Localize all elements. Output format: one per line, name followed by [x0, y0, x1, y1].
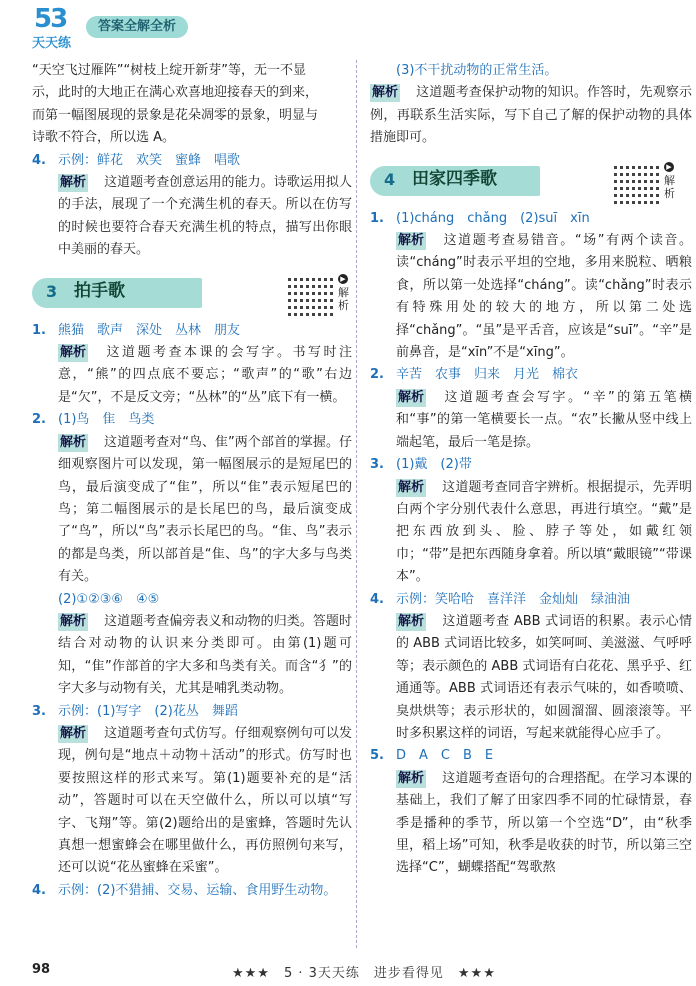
intro-line: 示，此时的大地正在满心欢喜地迎接春天的到来， [32, 85, 319, 101]
section-title: 拍手歌 [74, 280, 125, 301]
question-item: 3. 示例：(1)写字 (2)花丛 舞蹈 解析 这道题考查句式仿写。仔细观察例句可以发现，例句是“地点＋动物＋活动”的形式。仿写时也要按照这样的形式来写。第(1)题要补充的是“活动”，答题时可以在天空做什么，所以可以填“写字、飞翔”等。第(2)题给出的是蜜蜂，答题时先认真想一想蜜蜂会在哪里做什么，再仿照例句来写，还可以说“花丛蜜蜂在采蜜”。 [32, 701, 352, 880]
question-item: 2. 辛苦 农事 归来 月光 棉衣 解析 这道题考查会写字。“辛”的第五笔横和“事”的第一笔横要长一点。“农”长撇从竖中线上端起笔，最后一笔是捺。 [370, 364, 692, 454]
question-item: 1. (1)cháng chǎng (2)suī xīn 解析 这道题考查易错音。“场”有两个读音。读“cháng”时表示平坦的空地，多用来脱粒、晒粮食，所以第一处选择“cháng”。读“chǎng”时表示有特殊用处的较大的地方，所以第二处选择“chǎng”。“虽”是平舌音，应该是“suī”。“辛”是前鼻音，是“xīn”不是“xīng”。 [370, 208, 692, 365]
answer-text: (1)cháng chǎng (2)suī xīn [396, 210, 590, 226]
column-divider [356, 60, 357, 948]
qr-label: 解析 [338, 285, 349, 312]
section-title: 田家四季歌 [412, 168, 497, 189]
explanation: 解析 这道题考查创意运用的能力。诗歌运用拟人的手法，展现了一个充满生机的春天。所以在仿写的时候也要符合春天充满生机的特点，描写出你眼中美丽的春天。 [58, 175, 352, 258]
explanation: 解析 这道题考查保护动物的知识。作答时，先观察示例，再联系生活实际，写下自己了解的保护动物的具体措施即可。 [370, 85, 692, 146]
explanation-tag: 解析 [60, 345, 87, 361]
right-column [370, 60, 692, 880]
question-item [370, 60, 692, 82]
page-footer [0, 958, 696, 986]
question-item: 4. 示例：鲜花 欢笑 蜜蜂 唱歌 解析 这道题考查创意运用的能力。诗歌运用拟人的手法，展现了一个充满生机的春天。所以在仿写的时候也要符合春天充满生机的特点，描写出你眼中美丽的春天。 [32, 150, 352, 262]
section-heading [370, 160, 692, 200]
footer-slogan: ★★★ 5 · 3天天练 进步看得见 ★★★ [232, 966, 496, 981]
answer-text: 示例：笑哈哈 喜洋洋 金灿灿 绿油油 [396, 591, 631, 607]
intro-line: “天空飞过雁阵”“树枝上绽开新芽”等，无一不显 [32, 63, 306, 78]
explanation: 解析 这道题考查本课的会写字。书写时注意，“熊”的四点底不要忘；“歌声”的“歌”右边是“欠”，不是反文旁；“丛林”的“丛”底下有一横。 [58, 345, 352, 405]
explanation-tag: 解析 [60, 434, 87, 450]
section-heading [32, 272, 352, 312]
intro-line: 诗歌不符合，所以选 A。 [32, 130, 176, 146]
explanation: 解析 这道题考查同音字辨析。根据提示，先弄明白两个字分别代表什么意思，再进行填空。“戴”是把东西放到头、脸、脖子等处，如戴红领巾；“带”是把东西随身拿着。所以填“戴眼镜”“带课本”。 [396, 479, 692, 585]
explanation: 解析 这道题考查句式仿写。仔细观察例句可以发现，例句是“地点＋动物＋活动”的形式。仿写时也要按照这样的形式来写。第(1)题要补充的是“活动”，答题时可以在天空做什么，所以可以填“写字、飞翔”等。第(2)题给出的是蜜蜂，答题时先认真想一想蜜蜂会在哪里做什么，再仿照例句来写，还可以说“花丛蜜蜂在采蜜”。 [58, 725, 352, 876]
qr-code-icon[interactable] [614, 162, 660, 208]
answer-text: (1)鸟 隹 鸟类 [58, 412, 155, 428]
question-item: 1. 熊猫 歌声 深处 丛林 朋友 解析 这道题考查本课的会写字。书写时注意，“熊”的四点底不要忘；“歌声”的“歌”右边是“欠”，不是反文旁；“丛林”的“丛”底下有一横。 [32, 320, 352, 410]
question-item: 3. (1)戴 (2)带 解析 这道题考查同音字辨析。根据提示，先弄明白两个字分别代表什么意思，再进行填空。“戴”是把东西放到头、脸、脖子等处，如戴红领巾；“带”是把东西随身拿着。所以填“戴眼镜”“带课本”。 [370, 454, 692, 588]
answer-text: 示例：(1)写字 (2)花丛 舞蹈 [58, 703, 238, 719]
qr-code-icon[interactable] [288, 274, 334, 320]
question-item: 5. D A C B E 解析 这道题考查语句的合理搭配。在学习本课的基础上，我们了解了田家四季不同的忙碌情景，春季是播种的季节，所以第一个空选“D”，由“秋季里，稻上场”可知，秋季是收获的时节，所以第三空选择“C”，蝴蝶搭配“驾歌熬 [370, 745, 692, 879]
answer-text: 示例：鲜花 欢笑 蜜蜂 唱歌 [58, 152, 241, 168]
question-item: 2. (1)鸟 隹 鸟类 解析 这道题考查对“鸟、隹”两个部首的掌握。仔细观察图片可以发现，第一幅图展示的是短尾巴的鸟，最后演变成了“隹”，所以“隹”表示短尾巴的鸟；第二幅图展示的是长尾巴的鸟，最后演变成了“鸟”，所以“鸟”表示长尾巴的鸟。“隹、鸟”表示的都是鸟类，所以部首是“隹、鸟”的字大多与鸟类有关。 (2)①②③⑥ ④⑤ 解析 这道题考查偏旁表义和动物的归类。答题时结合对动物的认识来分类即可。由第(1)题可知，“隹”作部首的字大多和鸟类有关。而含“犭”的字大多与动物有关，尤其是哺乳类动物。 [32, 409, 352, 700]
explanation: 解析 这道题考查语句的合理搭配。在学习本课的基础上，我们了解了田家四季不同的忙碌情景，春季是播种的季节，所以第一个空选“D”，由“秋季里，稻上场”可知，秋季是收获的时节，所以第三空选择“C”，蝴蝶搭配“驾歌熬 [396, 770, 692, 876]
page-number: 98 [32, 962, 51, 977]
explanation-tag: 解析 [372, 85, 399, 101]
page-header [0, 0, 696, 52]
section-number: 4 [384, 169, 396, 189]
qr-label: 解析 [664, 173, 675, 200]
header-label: 答案全解全析 [86, 16, 188, 38]
section-number: 3 [46, 281, 58, 301]
answer-text: 熊猫 歌声 深处 丛林 朋友 [58, 322, 241, 338]
answer-text: (1)戴 (2)带 [396, 457, 472, 473]
explanation-tag: 解析 [398, 479, 425, 495]
answer-text: D A C B E [396, 748, 494, 764]
explanation-tag: 解析 [60, 613, 87, 629]
explanation-tag: 解析 [398, 233, 425, 249]
explanation: 解析 这道题考查偏旁表义和动物的归类。答题时结合对动物的认识来分类即可。由第(1)题可知，“隹”作部首的字大多和鸟类有关。而含“犭”的字大多与动物有关，尤其是哺乳类动物。 [58, 613, 352, 697]
explanation-tag: 解析 [398, 389, 425, 405]
explanation: 解析 这道题考查对“鸟、隹”两个部首的掌握。仔细观察图片可以发现，第一幅图展示的是短尾巴的鸟，最后演变成了“隹”，所以“隹”表示短尾巴的鸟；第二幅图展示的是长尾巴的鸟，最后演变成了“鸟”，所以“鸟”表示长尾巴的鸟。“隹、鸟”表示的都是鸟类，所以部首是“隹、鸟”的字大多与鸟类有关。 [58, 434, 352, 585]
question-item: 4. 示例：(2)不猎捕、交易、运输、食用野生动物。 [32, 880, 352, 902]
explanation-tag: 解析 [398, 613, 425, 629]
explanation-tag: 解析 [60, 175, 87, 191]
explanation: 解析 这道题考查 ABB 式词语的积累。表示心情的 ABB 式词语比较多，如笑呵呵、美滋滋、气呼呼等；表示颜色的 ABB 式词语有白花花、黑乎乎、红通通等。ABB 式词语还有表示气味的，如香喷喷、臭烘烘等；表示形状的，如圆溜溜、圆滚滚等。平时多积累这样的词语，写起来就能得心应手了。 [396, 613, 692, 741]
intro-line: 而第一幅图展现的景象是花朵凋零的景象，明显与 [32, 107, 319, 123]
answer-text: (3)不干扰动物的正常生活。 [396, 63, 558, 78]
left-column [32, 60, 352, 902]
answer-text: 示例：(2)不猎捕、交易、运输、食用野生动物。 [58, 882, 337, 898]
play-icon[interactable]: ▶ [664, 162, 674, 172]
play-icon[interactable]: ▶ [338, 274, 348, 284]
answer-text: (2)①②③⑥ ④⑤ [58, 591, 160, 607]
explanation: 解析 这道题考查易错音。“场”有两个读音。读“cháng”时表示平坦的空地，多用来脱粒、晒粮食，所以第一处选择“cháng”。读“chǎng”时表示有特殊用处的较大的地方，所以第二处选择“chǎng”。“虽”是平舌音，应该是“suī”。“辛”是前鼻音，是“xīn”不是“xīng”。 [396, 233, 692, 361]
brand-logo: 53 天天练 [32, 4, 72, 51]
question-item: 4. 示例：笑哈哈 喜洋洋 金灿灿 绿油油 解析 这道题考查 ABB 式词语的积累。表示心情的 ABB 式词语比较多，如笑呵呵、美滋滋、气呼呼等；表示颜色的 ABB 式词语有白花花、黑乎乎、红通通等。ABB 式词语还有表示气味的，如香喷喷、臭烘烘等；表示形状的，如圆溜溜、圆滚滚等。平时多积累这样的词语，写起来就能得心应手了。 [370, 589, 692, 746]
explanation-tag: 解析 [398, 770, 425, 786]
explanation-tag: 解析 [60, 725, 87, 741]
explanation: 解析 这道题考查会写字。“辛”的第五笔横和“事”的第一笔横要长一点。“农”长撇从竖中线上端起笔，最后一笔是捺。 [396, 389, 692, 450]
answer-text: 辛苦 农事 归来 月光 棉衣 [396, 367, 579, 383]
